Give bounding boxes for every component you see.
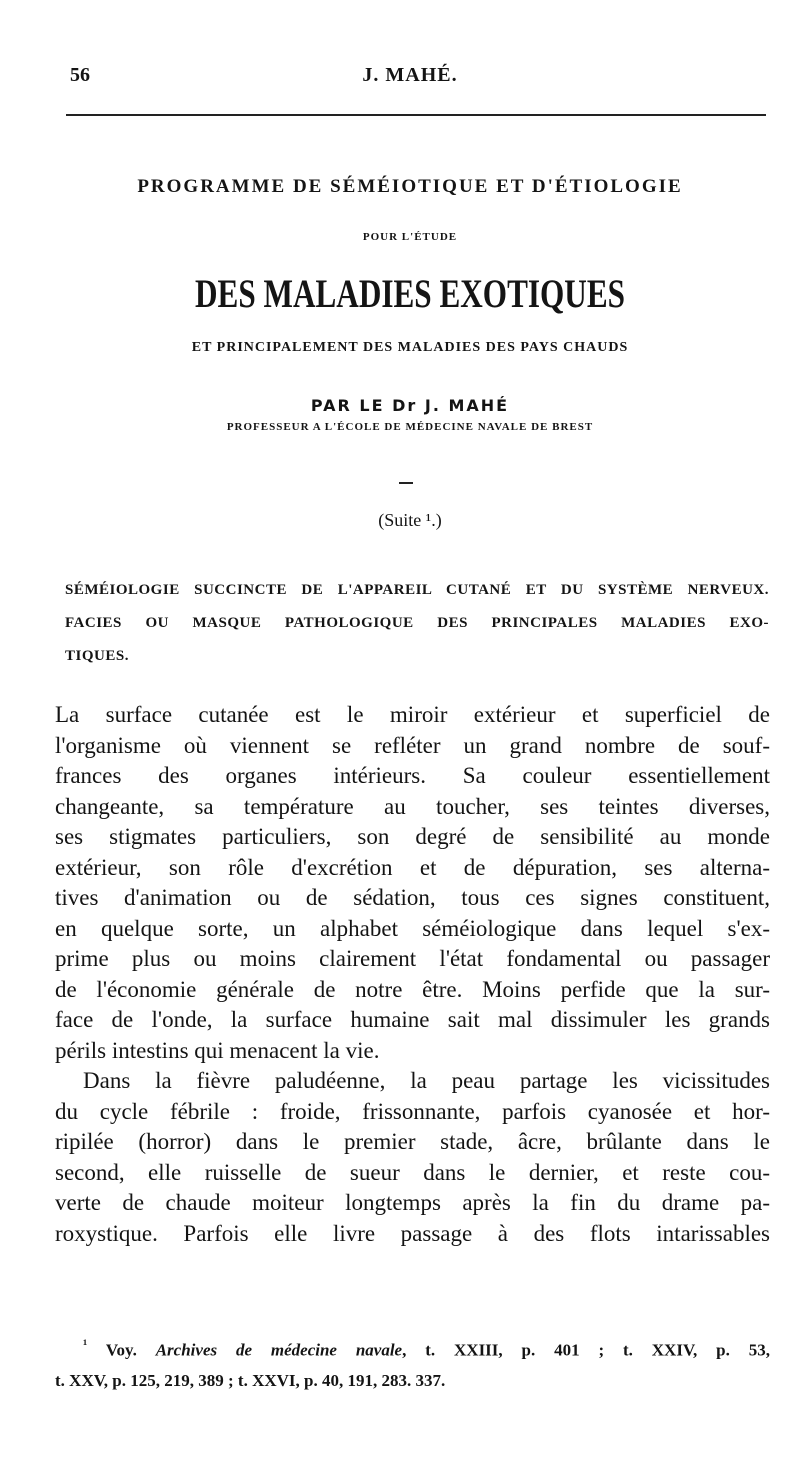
footnote-prefix: Voy. — [105, 1340, 137, 1360]
footnote-journal: Archives de médecine navale — [155, 1340, 403, 1360]
body-line: prime plus ou moins clairement l'état fondamental ou passager — [55, 946, 770, 971]
main-title: DES MALADIES EXOTIQUES — [195, 271, 625, 316]
body-text — [55, 700, 770, 1249]
header-rule — [66, 114, 766, 116]
body-line: extérieur, son rôle d'excrétion et de dépuration, ses alterna- — [55, 854, 770, 880]
footnote-line — [55, 1330, 770, 1366]
footnote-line: t. XXV, p. 125, 219, 389 ; t. XXVI, p. 40, 191, 283. 337. — [55, 1370, 446, 1390]
section-heading-line: SÉMÉIOLOGIE SUCCINCTE DE L'APPAREIL CUTANÉ ET DU SYSTÈME NERVEUX. — [65, 582, 769, 598]
body-line: ses stigmates particuliers, son degré de sensibilité au monde — [55, 824, 770, 849]
running-head — [60, 64, 760, 94]
body-line: changeante, sa température au toucher, ses teintes diverses, — [55, 793, 770, 819]
body-line: face de l'onde, la surface humaine sait mal dissimuler les grands — [55, 1007, 770, 1032]
body-line: verte de chaude moiteur longtemps après la fin du drame pa- — [55, 1190, 770, 1215]
running-title: J. MAHÉ. — [362, 64, 458, 86]
section-heading — [65, 574, 769, 673]
body-line: du cycle fébrile : froide, frissonnante, parfois cyanosée et hor- — [55, 1098, 770, 1124]
footnote — [55, 1330, 770, 1396]
body-line: tives d'animation ou de sédation, tous ces signes constituent, — [55, 885, 770, 910]
footnote-marker: ¹ — [83, 1337, 88, 1353]
separator-dash — [399, 482, 413, 484]
suite-note: (Suite ¹.) — [378, 510, 442, 530]
footnote-refs: , t. XXIII, p. 401 ; t. XXIV, p. 53, — [402, 1340, 770, 1360]
pour-etude-line: POUR L'ÉTUDE — [362, 231, 458, 243]
author-line: PAR LE Dr J. MAHÉ — [310, 396, 510, 415]
body-line: périls intestins qui menacent la vie. — [55, 1037, 380, 1063]
body-line: l'organisme où viennent se refléter un grand nombre de souf- — [55, 732, 770, 758]
subtitle: ET PRINCIPALEMENT DES MALADIES DES PAYS CHAUDS — [191, 340, 629, 355]
body-line: de l'économie générale de notre être. Moins perfide que la sur- — [55, 976, 770, 1002]
body-line: roxystique. Parfois elle livre passage à des flots intarissables — [55, 1220, 770, 1246]
body-line: La surface cutanée est le miroir extérieur et superficiel de — [55, 702, 770, 727]
section-heading-line: FACIES OU MASQUE PATHOLOGIQUE DES PRINCIPALES MALADIES EXO- — [65, 615, 769, 631]
body-line: frances des organes intérieurs. Sa couleur essentiellement — [55, 763, 770, 788]
author-title: PROFESSEUR A L'ÉCOLE DE MÉDECINE NAVALE DE BREST — [226, 421, 594, 433]
body-line: en quelque sorte, un alphabet séméiologique dans lequel s'ex- — [55, 915, 770, 941]
page-number: 56 — [70, 64, 90, 86]
program-title: PROGRAMME DE SÉMÉIOTIQUE ET D'ÉTIOLOGIE — [137, 176, 683, 197]
body-line: ripilée (horror) dans le premier stade, âcre, brûlante dans le — [55, 1129, 770, 1154]
body-line: Dans la fièvre paludéenne, la peau partage les vicissitudes — [83, 1068, 770, 1093]
body-line: second, elle ruisselle de sueur dans le dernier, et reste cou- — [55, 1159, 770, 1185]
section-heading-line: TIQUES. — [65, 648, 129, 664]
